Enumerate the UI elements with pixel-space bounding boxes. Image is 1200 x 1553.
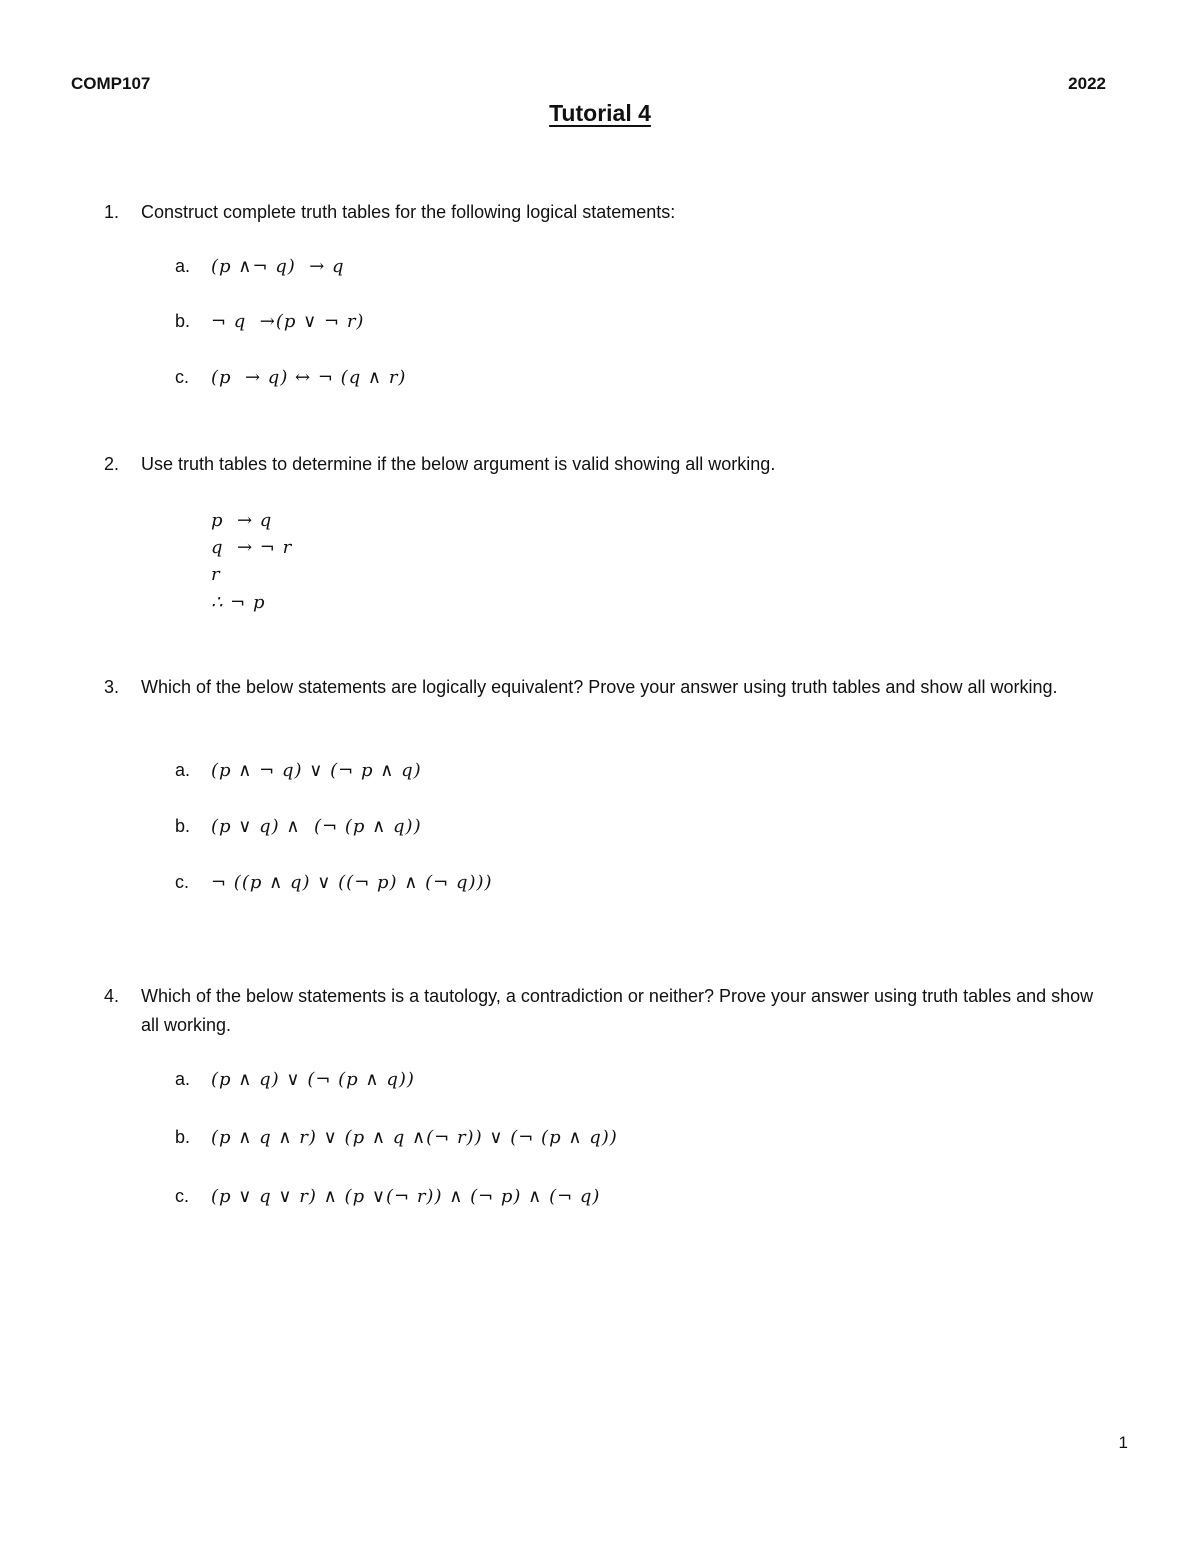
question-3-item-c	[175, 872, 493, 893]
question-number: 4.	[104, 986, 120, 1006]
logic-expression: (p → q) ↔ ¬ (q ∧ r)	[211, 367, 407, 388]
question-1	[104, 198, 1114, 227]
logic-expression: (p ∧¬ q) → q	[211, 256, 345, 277]
question-2	[104, 450, 1114, 479]
logic-expression: (p ∧ q) ∨ (¬ (p ∧ q))	[211, 1069, 415, 1090]
question-1-item-b	[175, 311, 364, 332]
logic-expression: (p ∨ q) ∧ (¬ (p ∧ q))	[211, 816, 422, 837]
question-4-item-c	[175, 1186, 600, 1207]
question-text: Construct complete truth tables for the following logical statements:	[141, 202, 676, 222]
item-label: a.	[175, 1069, 191, 1089]
year: 2022	[1068, 74, 1106, 93]
page-number: 1	[1118, 1433, 1128, 1452]
item-label: c.	[175, 872, 190, 892]
logic-expression: ¬ ((p ∧ q) ∨ ((¬ p) ∧ (¬ q)))	[211, 872, 493, 893]
item-label: b.	[175, 1127, 191, 1147]
argument-premise-1: p → q	[211, 510, 273, 531]
question-text: Use truth tables to determine if the below argument is valid showing all working.	[141, 454, 776, 474]
argument-conclusion: ∴ ¬ p	[211, 592, 266, 613]
question-4-item-b	[175, 1127, 618, 1148]
item-label: c.	[175, 1186, 190, 1206]
item-label: a.	[175, 256, 191, 276]
argument-premise-3: r	[211, 564, 221, 585]
item-label: a.	[175, 760, 191, 780]
item-label: b.	[175, 816, 191, 836]
course-code: COMP107	[71, 74, 151, 93]
question-1-item-c	[175, 367, 406, 388]
item-label: c.	[175, 367, 190, 387]
question-text: Which of the below statements is a tautology, a contradiction or neither? Prove your answer using truth tables and show all working.	[141, 986, 1094, 1035]
logic-expression: ¬ q →(p ∨ ¬ r)	[211, 311, 365, 332]
question-4-item-a	[175, 1069, 415, 1090]
logic-expression: (p ∧ q ∧ r) ∨ (p ∧ q ∧(¬ r)) ∨ (¬ (p ∧ q))	[211, 1127, 618, 1148]
question-number: 1.	[104, 202, 120, 222]
question-number: 3.	[104, 677, 120, 697]
question-3	[104, 673, 1114, 702]
page-title: Tutorial 4	[549, 100, 651, 126]
question-1-item-a	[175, 256, 345, 277]
logic-expression: (p ∧ ¬ q) ∨ (¬ p ∧ q)	[211, 760, 422, 781]
question-number: 2.	[104, 454, 120, 474]
question-3-item-a	[175, 760, 422, 781]
question-text: Which of the below statements are logically equivalent? Prove your answer using truth tables and show all working.	[141, 677, 1058, 697]
item-label: b.	[175, 311, 191, 331]
question-4	[104, 982, 1114, 1040]
argument-premise-2: q → ¬ r	[211, 537, 293, 558]
question-3-item-b	[175, 816, 422, 837]
logic-expression: (p ∨ q ∨ r) ∧ (p ∨(¬ r)) ∧ (¬ p) ∧ (¬ q)	[211, 1186, 601, 1207]
